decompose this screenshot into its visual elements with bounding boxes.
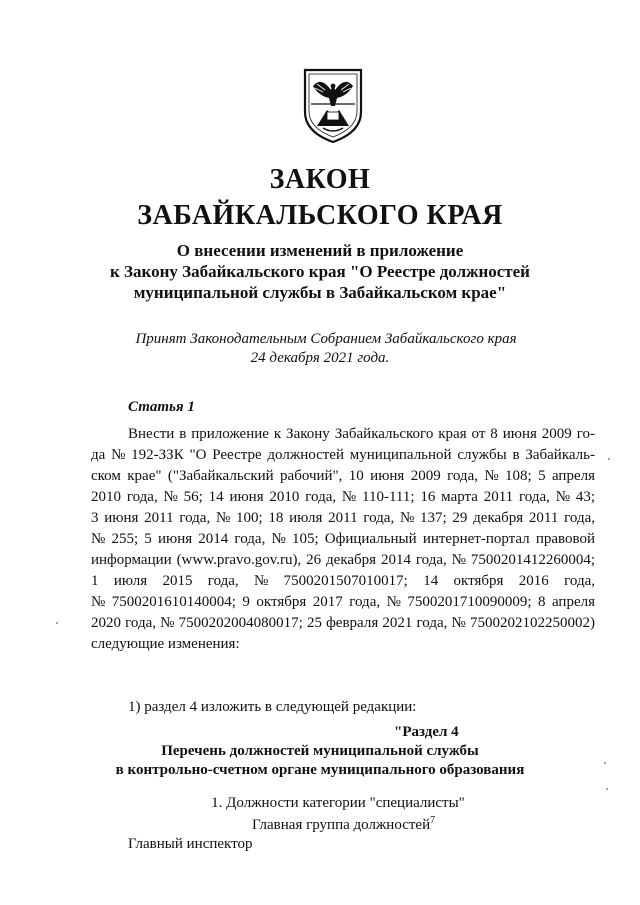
section-title-line: Перечень должностей муниципальной службы (161, 743, 479, 759)
position-category: 1. Должности категории "специалисты" (211, 795, 465, 811)
amendment-item: 1) раздел 4 изложить в следующей редакции: (128, 699, 417, 715)
section-heading: "Раздел 4 (394, 724, 459, 740)
law-region-title: ЗАБАЙКАЛЬСКОГО КРАЯ (137, 200, 503, 231)
paragraph-line: 2020 года, № 7500202004080017; 25 февраля 2021 года, № 7500202102250002) (91, 615, 595, 631)
scan-speck (608, 458, 610, 460)
scan-speck (56, 622, 58, 624)
paragraph-line: № 255; 5 июня 2014 года, № 105; Официальный интернет-портал правовой (91, 531, 595, 547)
paragraph-line: 3 июня 2011 года, № 100; 18 июля 2011 года, № 137; 29 декабря 2011 года, (91, 510, 595, 526)
position-title: Главный инспектор (128, 836, 253, 852)
position-group (252, 817, 435, 834)
scan-speck (606, 788, 608, 790)
paragraph-line: да № 192-ЗЗК "О Реестре должностей муниципальной службы в Забайкаль- (91, 447, 595, 463)
article-paragraph (91, 424, 595, 664)
paragraph-line: 2010 года, № 56; 14 июня 2010 года, № 110-111; 16 марта 2011 года, № 43; (91, 489, 595, 505)
paragraph-line: ском крае" ("Забайкальский рабочий", 10 июня 2009 года, № 108; 5 апреля (91, 468, 595, 484)
paragraph-line: 1 июля 2015 года, № 7500201507010017; 14 октября 2016 года, (91, 573, 595, 589)
footnote-marker: 7 (430, 815, 436, 826)
paragraph-line: Внести в приложение к Закону Забайкальского края от 8 июня 2009 го- (128, 426, 595, 442)
scan-speck (604, 762, 606, 764)
law-subtitle-line: муниципальной службы в Забайкальском крае" (133, 283, 507, 302)
adoption-date: 24 декабря 2021 года. (250, 350, 390, 366)
adoption-note: Принят Законодательным Собранием Забайкальского края (135, 331, 517, 347)
coat-of-arms-emblem (301, 66, 365, 144)
paragraph-line: следующие изменения: (91, 636, 240, 652)
paragraph-line: № 7500201610140004; 9 октября 2017 года, № 7500201710090009; 8 апреля (91, 594, 595, 610)
position-group-label: Главная группа должностей (252, 817, 431, 833)
law-title: ЗАКОН (269, 164, 371, 195)
paragraph-line: информации (www.pravo.gov.ru), 26 декабря 2014 года, № 7500201412260004; (91, 552, 595, 568)
section-title-line: в контрольно-счетном органе муниципального образования (115, 762, 525, 778)
law-subtitle-line: к Закону Забайкальского края "О Реестре должностей (110, 262, 530, 281)
article-heading: Статья 1 (128, 399, 195, 415)
law-subtitle-line: О внесении изменений в приложение (176, 241, 464, 260)
